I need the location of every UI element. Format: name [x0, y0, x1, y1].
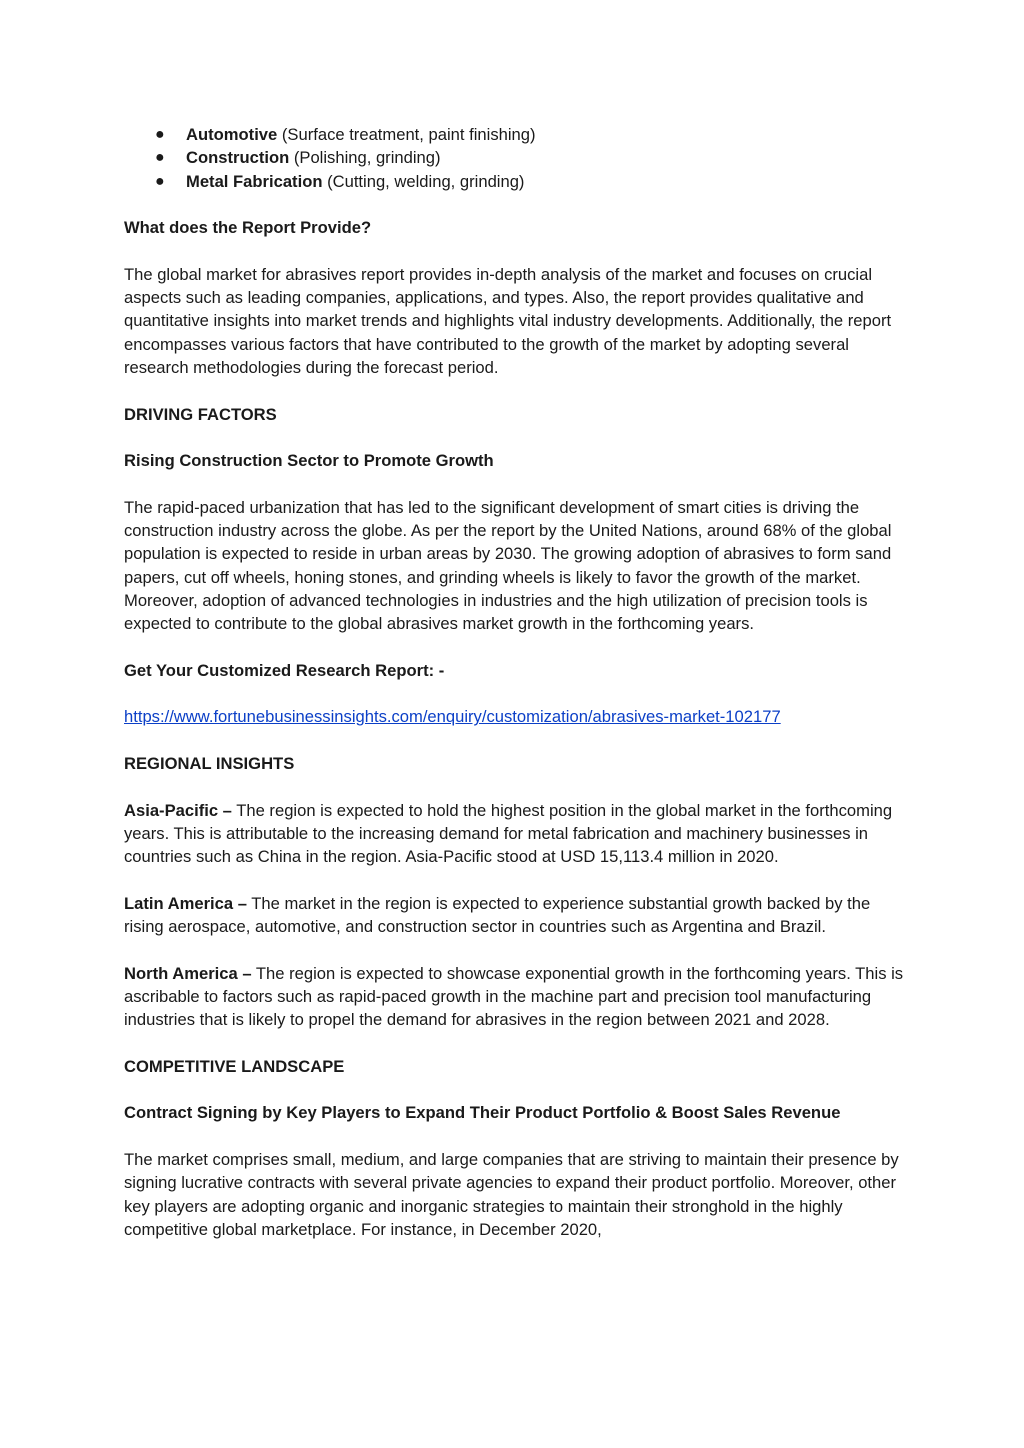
- list-item: [124, 146, 904, 169]
- custom-report-heading: Get Your Customized Research Report: -: [124, 660, 445, 680]
- bullet-icon: ●: [155, 172, 165, 190]
- report-paragraph: The global market for abrasives report provides in-depth analysis of the market and focuses on crucial aspects such as leading companies, applications, and types. Also, the report provides qualitative and quantitative insights into market trends and highlights vital industry developments. Additionally, the report encompasses various factors that have contributed to the growth of the market by adopting several research methodologies during the forecast period.: [124, 264, 892, 377]
- application-list: [124, 123, 904, 193]
- region-name: Latin America –: [124, 893, 247, 913]
- bullet-icon: ●: [155, 149, 165, 167]
- region-name: Asia-Pacific –: [124, 800, 232, 820]
- bullet-icon: ●: [155, 126, 165, 143]
- list-item-bold: Construction: [186, 148, 290, 168]
- competitive-subheading: Contract Signing by Key Players to Expand Their Product Portfolio & Boost Sales Revenue: [124, 1103, 841, 1123]
- customization-link[interactable]: https://www.fortunebusinessinsights.com/enquiry/customization/abrasives-market-102177: [124, 707, 781, 727]
- list-item-bold: Automotive: [186, 125, 278, 144]
- list-item-text: (Polishing, grinding): [289, 148, 441, 168]
- document-page: [124, 123, 904, 1241]
- region-text: The region is expected to showcase exponential growth in the forthcoming years. This is ascribable to factors such as rapid-paced growth in the machine part and precision tool manufacturing industries that is likely to propel the demand for abrasives in the region between 2021 and 2028.: [124, 963, 904, 1030]
- region-paragraph: [124, 799, 904, 869]
- driving-factors-heading: DRIVING FACTORS: [124, 404, 277, 424]
- region-paragraph: [124, 892, 904, 939]
- list-item: [124, 123, 904, 146]
- region-name: North America –: [124, 963, 252, 983]
- competitive-paragraph: The market comprises small, medium, and large companies that are striving to maintain their presence by signing lucrative contracts with several private agencies to expand their product portfolio. Moreover, other key players are adopting organic and inorganic strategies to maintain their stronghold in the highly competitive global marketplace. For instance, in December 2020,: [124, 1150, 899, 1239]
- regional-insights-heading: REGIONAL INSIGHTS: [124, 754, 295, 774]
- competitive-landscape-heading: COMPETITIVE LANDSCAPE: [124, 1056, 345, 1076]
- driving-factors-paragraph: The rapid-paced urbanization that has led to the significant development of smart cities is driving the construction industry across the globe. As per the report by the United Nations, around 68% of the global population is expected to reside in urban areas by 2030. The growing adoption of abrasives to form sand papers, cut off wheels, honing stones, and grinding wheels is likely to favor the growth of the market. Moreover, adoption of advanced technologies in industries and the high utilization of precision tools is expected to contribute to the global abrasives market growth in the forthcoming years.: [124, 497, 892, 634]
- region-text: The market in the region is expected to experience substantial growth backed by the rising aerospace, automotive, and construction sector in countries such as Argentina and Brazil.: [124, 893, 871, 937]
- list-item: [124, 170, 904, 193]
- list-item-text: (Surface treatment, paint finishing): [277, 125, 536, 144]
- region-text: The region is expected to hold the highest position in the global market in the forthcoming years. This is attributable to the increasing demand for metal fabrication and machinery businesses in countries such as China in the region. Asia-Pacific stood at USD 15,113.4 million in 2020.: [124, 800, 893, 867]
- report-heading: What does the Report Provide?: [124, 218, 372, 238]
- region-paragraph: [124, 962, 904, 1032]
- list-item-bold: Metal Fabrication: [186, 171, 323, 191]
- list-item-text: (Cutting, welding, grinding): [322, 171, 525, 191]
- driving-factors-subheading: Rising Construction Sector to Promote Growth: [124, 451, 494, 471]
